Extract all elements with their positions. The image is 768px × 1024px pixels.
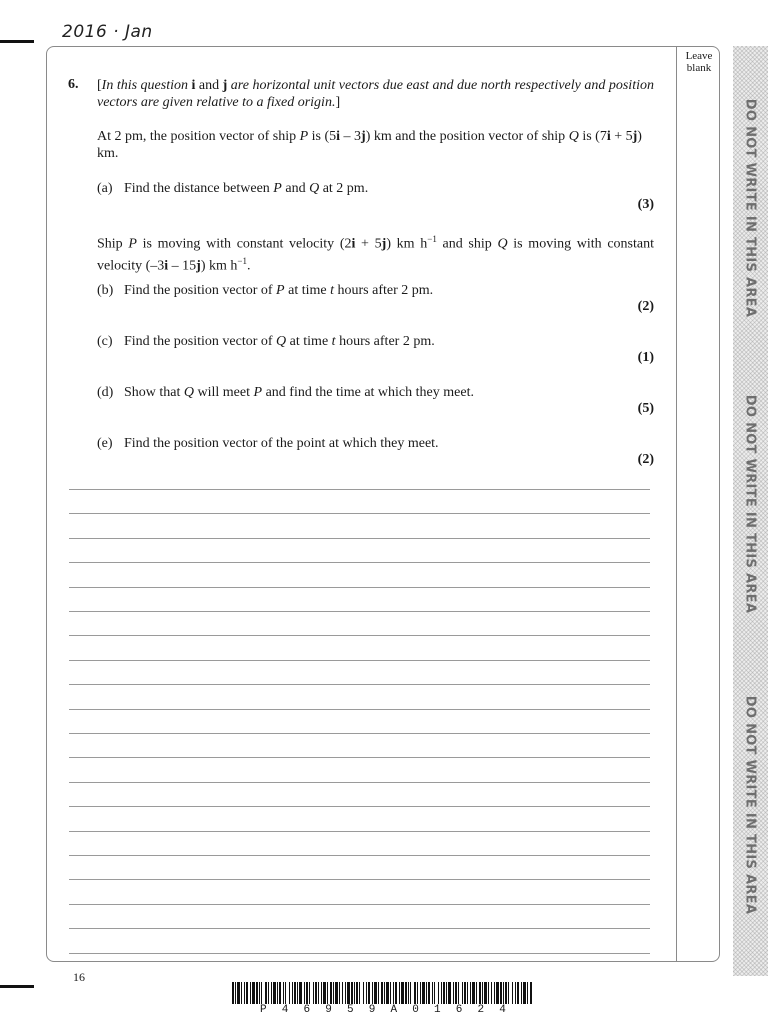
answer-line[interactable]: [69, 635, 650, 636]
part-e: (e) Find the position vector of the point at which they meet.: [97, 436, 439, 451]
barcode-char: 0: [412, 1004, 419, 1016]
question-setup: At 2 pm, the position vector of ship P is (5i – 3j) km and the position vector of ship Q is (7i + 5j) km.: [97, 129, 642, 161]
part-d-marks: (5): [637, 401, 654, 416]
part-c: (c) Find the position vector of Q at time t hours after 2 pm.: [97, 334, 435, 349]
answer-line[interactable]: [69, 660, 650, 661]
answer-line[interactable]: [69, 513, 650, 514]
barcode: [232, 982, 534, 1004]
barcode-char: 4: [499, 1004, 506, 1016]
answer-line[interactable]: [69, 757, 650, 758]
barcode-char: 6: [303, 1004, 311, 1016]
answer-line[interactable]: [69, 684, 650, 685]
barcode-bar: [530, 982, 532, 1004]
answer-line[interactable]: [69, 489, 650, 490]
part-a-marks: (3): [637, 197, 654, 212]
answer-line[interactable]: [69, 782, 650, 783]
part-c-marks: (1): [637, 350, 654, 365]
answer-line[interactable]: [69, 806, 650, 807]
barcode-char: 9: [368, 1004, 376, 1016]
margin-divider: [676, 47, 677, 961]
barcode-char: 9: [325, 1004, 332, 1016]
answer-line[interactable]: [69, 855, 650, 856]
registration-mark-top: [0, 40, 34, 43]
leave-blank-label: [678, 50, 720, 74]
part-e-marks: (2): [637, 452, 654, 467]
answer-line[interactable]: [69, 538, 650, 539]
question-number: 6.: [68, 77, 79, 92]
barcode-char: A: [390, 1004, 398, 1016]
answer-line[interactable]: [69, 611, 650, 612]
page-number: 16: [73, 970, 85, 984]
part-b-marks: (2): [637, 299, 654, 314]
part-d: (d) Show that Q will meet P and find the time at which they meet.: [97, 385, 474, 400]
part-a: (a) Find the distance between P and Q at 2 pm.: [97, 181, 369, 196]
answer-line[interactable]: [69, 879, 650, 880]
answer-line[interactable]: [69, 953, 650, 954]
answer-line[interactable]: [69, 733, 650, 734]
barcode-text: [232, 1004, 534, 1016]
barcode-char: 1: [434, 1004, 441, 1016]
answer-line[interactable]: [69, 904, 650, 905]
registration-mark-bottom: [0, 985, 34, 988]
blank-word: blank: [686, 62, 712, 74]
answer-line[interactable]: [69, 928, 650, 929]
leave-word: Leave: [685, 50, 713, 62]
handwritten-note: 2016 · Jan: [62, 22, 153, 42]
question-intro: [In this question i and j are horizontal unit vectors due east and due north respectively and position vectors are given relative to a fixed origin.]: [97, 78, 654, 110]
answer-line[interactable]: [69, 709, 650, 710]
barcode-char: 6: [455, 1004, 463, 1016]
answer-line[interactable]: [69, 587, 650, 588]
barcode-char: 5: [347, 1004, 354, 1016]
part-b: (b) Find the position vector of P at time t hours after 2 pm.: [97, 283, 434, 298]
barcode-char: P: [260, 1004, 267, 1016]
answer-line[interactable]: [69, 831, 650, 832]
velocity-statement: Ship P is moving with constant velocity (2i + 5j) km $h^{-1}$ and ship Q is moving with constant velocity (–3i – 15j) km $h^{-1}$.: [97, 234, 655, 274]
barcode-char: 4: [281, 1004, 289, 1016]
answer-line[interactable]: [69, 562, 650, 563]
barcode-char: 2: [477, 1004, 485, 1016]
